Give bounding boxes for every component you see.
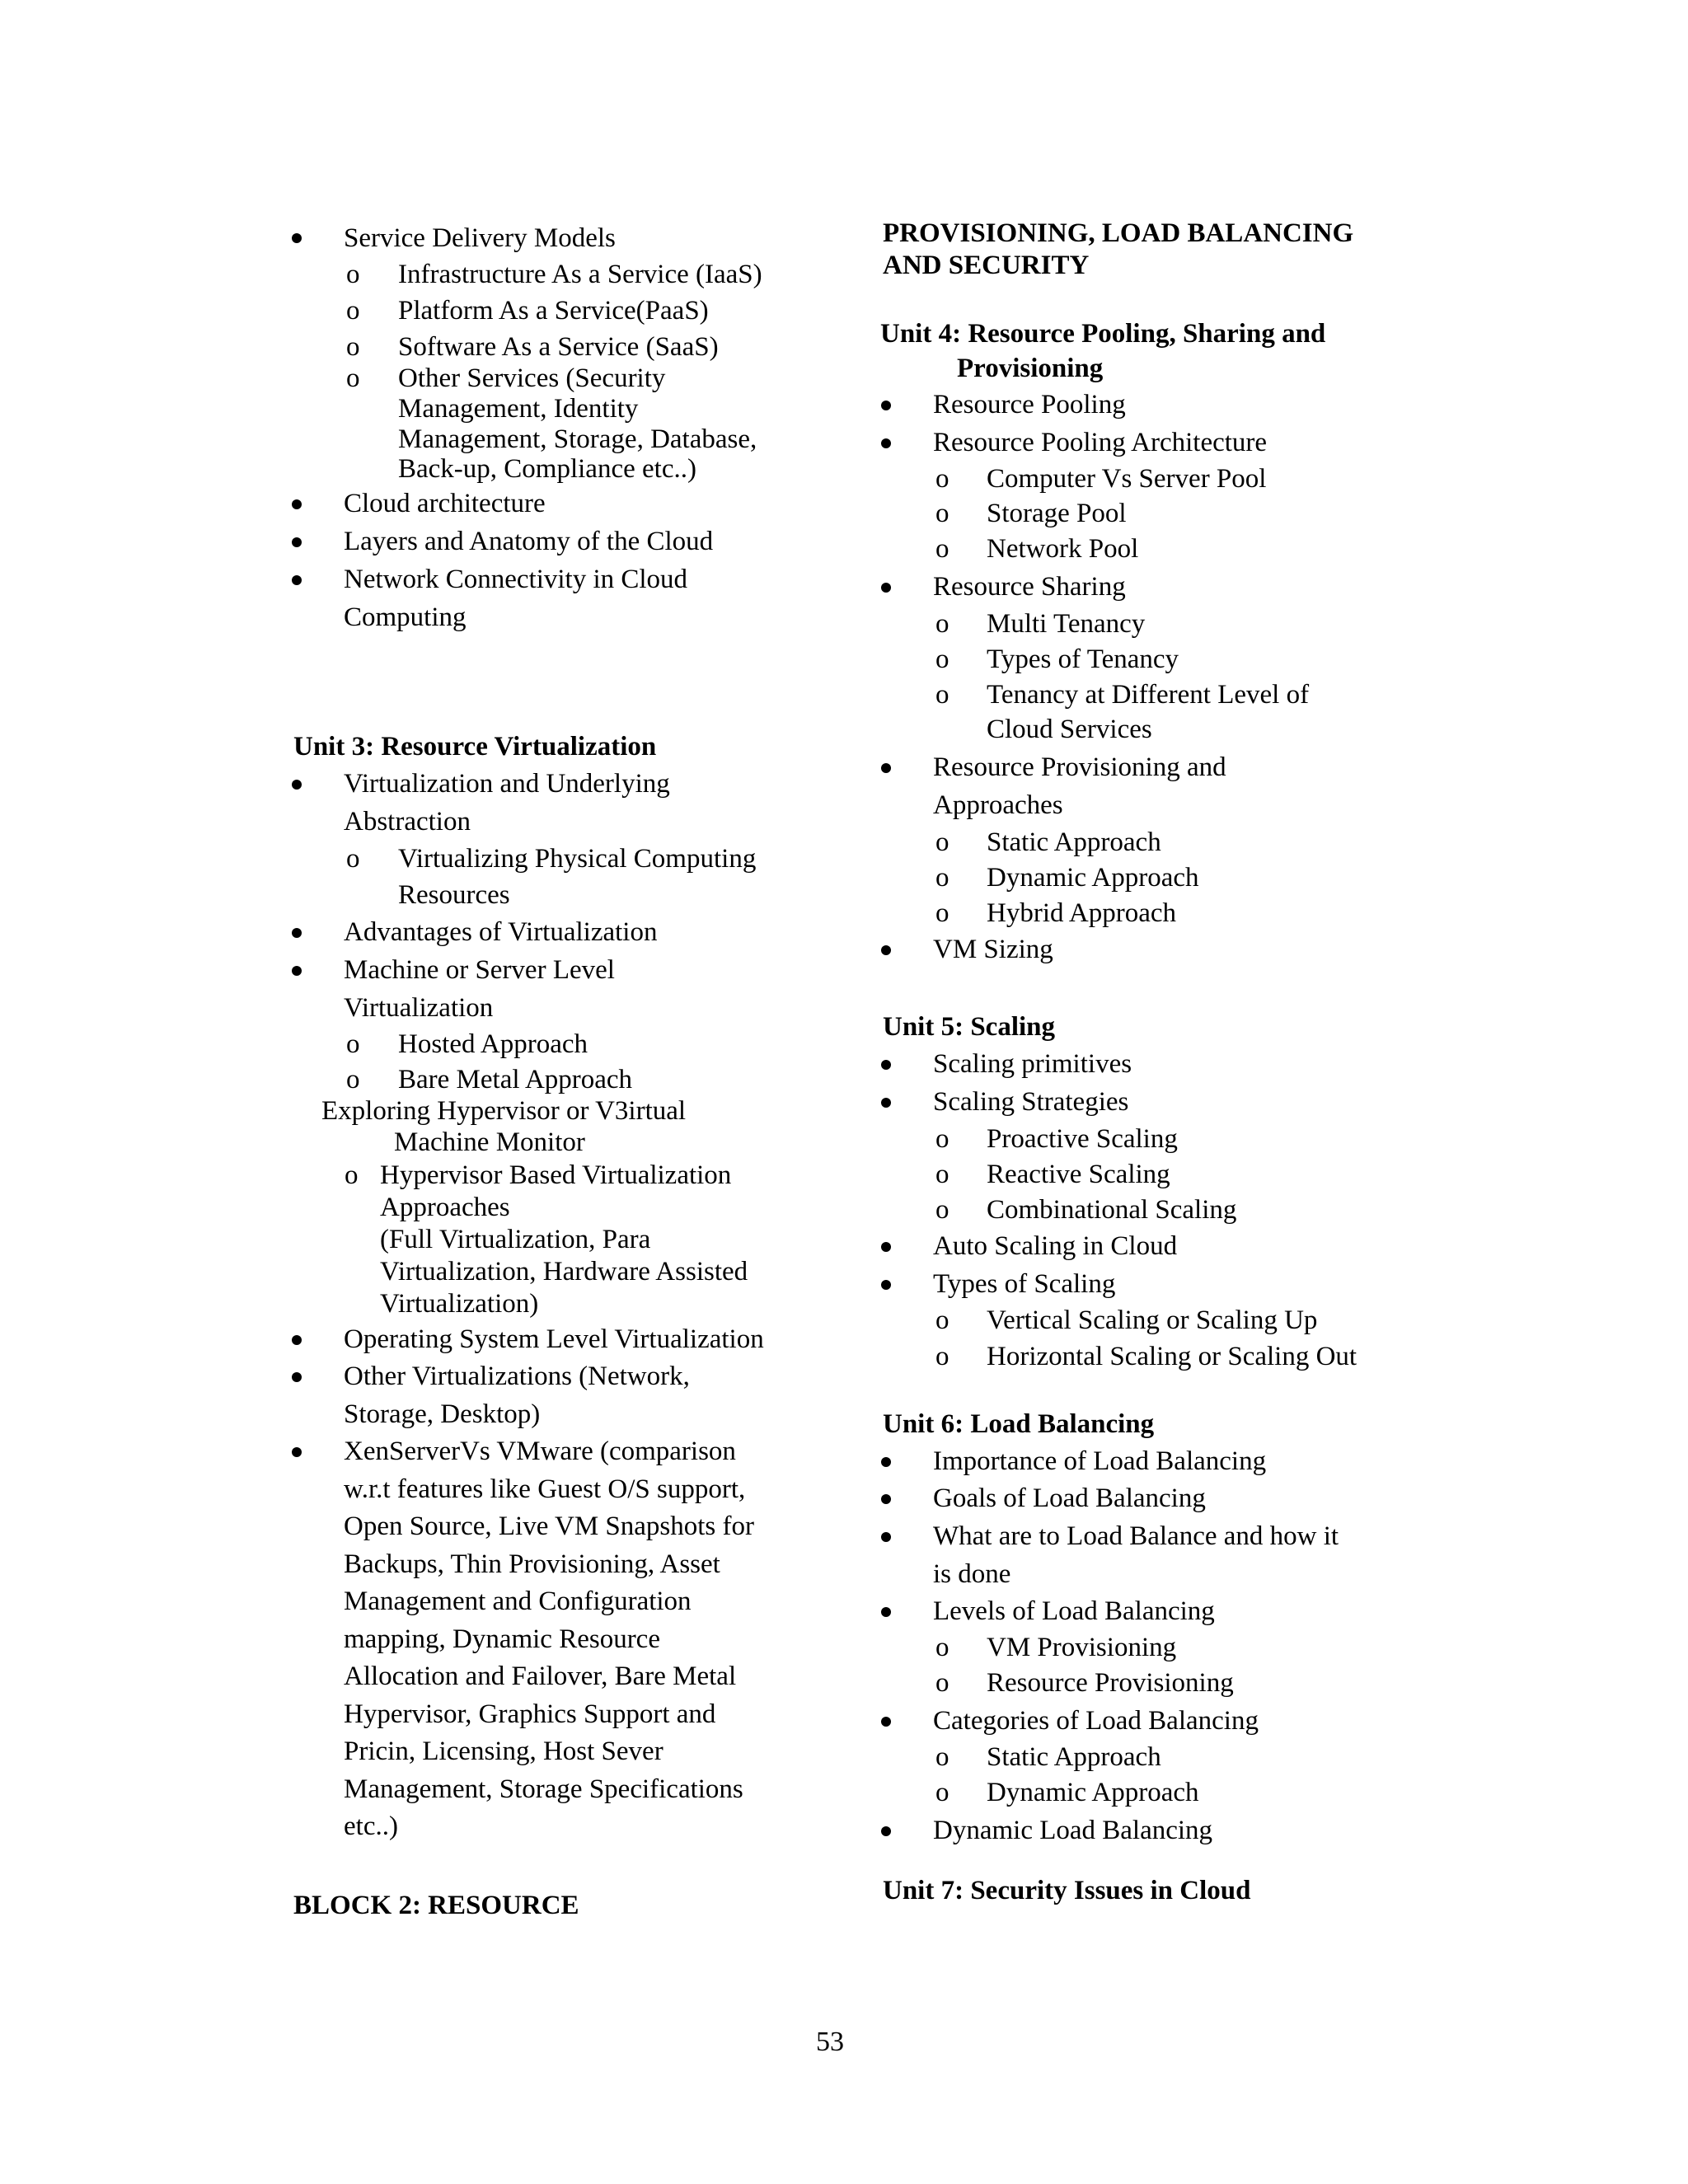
sub-list-item: Resource Provisioning bbox=[987, 1668, 1234, 1698]
sub-list-item: Multi Tenancy bbox=[987, 609, 1146, 639]
bullet bbox=[292, 233, 302, 243]
list-item: is done bbox=[933, 1559, 1011, 1589]
sub-bullet: o bbox=[935, 1124, 950, 1154]
sub-list-item: Infrastructure As a Service (IaaS) bbox=[398, 260, 762, 289]
list-item: Resource Sharing bbox=[933, 572, 1126, 602]
list-item: Operating System Level Virtualization bbox=[344, 1324, 764, 1354]
list-item: w.r.t features like Guest O/S support, bbox=[344, 1474, 746, 1504]
bullet bbox=[881, 583, 891, 593]
sub-list-item: Vertical Scaling or Scaling Up bbox=[987, 1305, 1318, 1335]
bullet bbox=[881, 763, 891, 773]
sub-list-item: Bare Metal Approach bbox=[398, 1065, 633, 1094]
bullet bbox=[881, 1098, 891, 1108]
sub-list-item: Network Pool bbox=[987, 534, 1139, 564]
sub-list-item: Static Approach bbox=[987, 1742, 1161, 1772]
sub-bullet: o bbox=[935, 1742, 950, 1772]
sub-bullet: o bbox=[346, 363, 360, 393]
bullet bbox=[881, 1717, 891, 1727]
unit-heading: Unit 3: Resource Virtualization bbox=[293, 732, 657, 762]
sub-list-item: Computer Vs Server Pool bbox=[987, 464, 1267, 494]
list-item: Scaling primitives bbox=[933, 1049, 1132, 1079]
bullet bbox=[292, 966, 302, 976]
sub-list-item: Static Approach bbox=[987, 827, 1161, 857]
list-item: Cloud architecture bbox=[344, 489, 546, 518]
sub-bullet: o bbox=[935, 1342, 950, 1371]
sub-bullet: o bbox=[346, 332, 360, 362]
unit-heading: Unit 7: Security Issues in Cloud bbox=[883, 1876, 1251, 1905]
sub-bullet: o bbox=[935, 1305, 950, 1335]
list-item: etc..) bbox=[344, 1811, 398, 1841]
block-heading: AND SECURITY bbox=[883, 251, 1090, 280]
sub-list-item: Software As a Service (SaaS) bbox=[398, 332, 719, 362]
sub-list-item: Management, Identity bbox=[398, 394, 639, 424]
bullet bbox=[881, 1607, 891, 1617]
sub-list-item: Dynamic Approach bbox=[987, 1778, 1199, 1807]
list-item: Dynamic Load Balancing bbox=[933, 1816, 1213, 1845]
list-item: Exploring Hypervisor or V3irtual bbox=[321, 1096, 687, 1126]
sub-bullet: o bbox=[935, 609, 950, 639]
sub-list-item: Approaches bbox=[380, 1193, 510, 1222]
list-item: Scaling Strategies bbox=[933, 1087, 1129, 1117]
sub-bullet: o bbox=[935, 499, 950, 528]
list-item: Types of Scaling bbox=[933, 1269, 1116, 1299]
list-item: Pricin, Licensing, Host Sever bbox=[344, 1736, 663, 1766]
bullet bbox=[292, 1447, 302, 1457]
list-item: VM Sizing bbox=[933, 935, 1053, 964]
bullet bbox=[881, 438, 891, 448]
sub-bullet: o bbox=[935, 464, 950, 494]
sub-bullet: o bbox=[346, 1065, 360, 1094]
sub-bullet: o bbox=[935, 898, 950, 928]
bullet bbox=[881, 1457, 891, 1467]
sub-bullet: o bbox=[935, 1195, 950, 1225]
sub-bullet: o bbox=[935, 680, 950, 710]
bullet bbox=[292, 1335, 302, 1345]
list-item: Abstraction bbox=[344, 807, 471, 837]
bullet bbox=[881, 1060, 891, 1070]
sub-list-item: Virtualization) bbox=[380, 1289, 539, 1319]
sub-bullet: o bbox=[346, 260, 360, 289]
page-number: 53 bbox=[816, 2027, 844, 2057]
sub-list-item: Management, Storage, Database, bbox=[398, 424, 757, 454]
bullet bbox=[881, 1826, 891, 1836]
bullet bbox=[881, 1280, 891, 1290]
list-item: Advantages of Virtualization bbox=[344, 917, 658, 947]
sub-bullet: o bbox=[346, 844, 360, 874]
bullet bbox=[881, 1532, 891, 1542]
bullet bbox=[881, 1242, 891, 1252]
sub-bullet: o bbox=[346, 296, 360, 326]
sub-list-item: Hypervisor Based Virtualization bbox=[380, 1160, 732, 1190]
bullet bbox=[292, 1372, 302, 1382]
sub-bullet: o bbox=[345, 1160, 359, 1190]
list-item: mapping, Dynamic Resource bbox=[344, 1624, 660, 1654]
sub-bullet: o bbox=[346, 1029, 360, 1059]
list-item: Computing bbox=[344, 602, 467, 632]
sub-list-item: Hybrid Approach bbox=[987, 898, 1177, 928]
list-item: Resource Pooling bbox=[933, 390, 1126, 419]
unit-heading: Unit 5: Scaling bbox=[883, 1012, 1056, 1042]
sub-bullet: o bbox=[935, 1778, 950, 1807]
sub-list-item: Other Services (Security bbox=[398, 363, 666, 393]
list-item: Management, Storage Specifications bbox=[344, 1774, 743, 1804]
list-item: Virtualization bbox=[344, 993, 494, 1023]
bullet bbox=[292, 928, 302, 938]
sub-list-item: Horizontal Scaling or Scaling Out bbox=[987, 1342, 1357, 1371]
unit-heading: Unit 6: Load Balancing bbox=[883, 1409, 1155, 1439]
list-item: Storage, Desktop) bbox=[344, 1399, 541, 1429]
list-item: Resource Provisioning and bbox=[933, 752, 1226, 782]
bullet bbox=[292, 499, 302, 509]
bullet bbox=[292, 780, 302, 790]
list-item: Management and Configuration bbox=[344, 1586, 692, 1616]
sub-list-item: Reactive Scaling bbox=[987, 1160, 1170, 1189]
bullet bbox=[881, 945, 891, 955]
list-item: Auto Scaling in Cloud bbox=[933, 1231, 1178, 1261]
sub-list-item: Proactive Scaling bbox=[987, 1124, 1178, 1154]
sub-bullet: o bbox=[935, 534, 950, 564]
sub-list-item: Virtualizing Physical Computing bbox=[398, 844, 757, 874]
sub-list-item: (Full Virtualization, Para bbox=[380, 1225, 651, 1254]
sub-list-item: VM Provisioning bbox=[987, 1633, 1177, 1662]
sub-bullet: o bbox=[935, 644, 950, 674]
sub-bullet: o bbox=[935, 1668, 950, 1698]
list-item: What are to Load Balance and how it bbox=[933, 1521, 1339, 1551]
list-item: Categories of Load Balancing bbox=[933, 1706, 1259, 1736]
list-item: Approaches bbox=[933, 790, 1063, 820]
bullet bbox=[881, 1494, 891, 1504]
list-item: Hypervisor, Graphics Support and bbox=[344, 1699, 716, 1729]
list-item: Machine or Server Level bbox=[344, 955, 615, 985]
sub-list-item: Resources bbox=[398, 880, 510, 910]
block-heading: PROVISIONING, LOAD BALANCING bbox=[883, 218, 1354, 248]
unit-heading: Unit 4: Resource Pooling, Sharing and bbox=[880, 319, 1326, 349]
bullet bbox=[292, 575, 302, 585]
sub-list-item: Platform As a Service(PaaS) bbox=[398, 296, 709, 326]
sub-bullet: o bbox=[935, 1160, 950, 1189]
list-item: Layers and Anatomy of the Cloud bbox=[344, 527, 714, 556]
list-item: Allocation and Failover, Bare Metal bbox=[344, 1661, 737, 1691]
list-item: Machine Monitor bbox=[394, 1127, 585, 1157]
list-item: Open Source, Live VM Snapshots for bbox=[344, 1511, 754, 1541]
sub-list-item: Types of Tenancy bbox=[987, 644, 1179, 674]
sub-list-item: Virtualization, Hardware Assisted bbox=[380, 1257, 748, 1286]
list-item: Network Connectivity in Cloud bbox=[344, 565, 688, 594]
sub-bullet: o bbox=[935, 863, 950, 893]
bullet bbox=[881, 401, 891, 410]
list-item: Virtualization and Underlying bbox=[344, 769, 670, 799]
sub-list-item: Hosted Approach bbox=[398, 1029, 588, 1059]
sub-list-item: Dynamic Approach bbox=[987, 863, 1199, 893]
sub-bullet: o bbox=[935, 827, 950, 857]
list-item: Service Delivery Models bbox=[344, 223, 616, 253]
list-item: Levels of Load Balancing bbox=[933, 1596, 1215, 1626]
block-heading: BLOCK 2: RESOURCE bbox=[293, 1891, 579, 1920]
list-item: XenServerVs VMware (comparison bbox=[344, 1436, 736, 1466]
sub-list-item: Cloud Services bbox=[987, 715, 1152, 744]
list-item: Other Virtualizations (Network, bbox=[344, 1361, 690, 1391]
list-item: Importance of Load Balancing bbox=[933, 1446, 1267, 1476]
sub-list-item: Storage Pool bbox=[987, 499, 1127, 528]
list-item: Backups, Thin Provisioning, Asset bbox=[344, 1549, 720, 1579]
unit-heading: Provisioning bbox=[957, 354, 1104, 383]
sub-bullet: o bbox=[935, 1633, 950, 1662]
sub-list-item: Back-up, Compliance etc..) bbox=[398, 454, 696, 484]
bullet bbox=[292, 537, 302, 547]
sub-list-item: Tenancy at Different Level of bbox=[987, 680, 1310, 710]
list-item: Goals of Load Balancing bbox=[933, 1483, 1206, 1513]
list-item: Resource Pooling Architecture bbox=[933, 428, 1268, 457]
sub-list-item: Combinational Scaling bbox=[987, 1195, 1237, 1225]
